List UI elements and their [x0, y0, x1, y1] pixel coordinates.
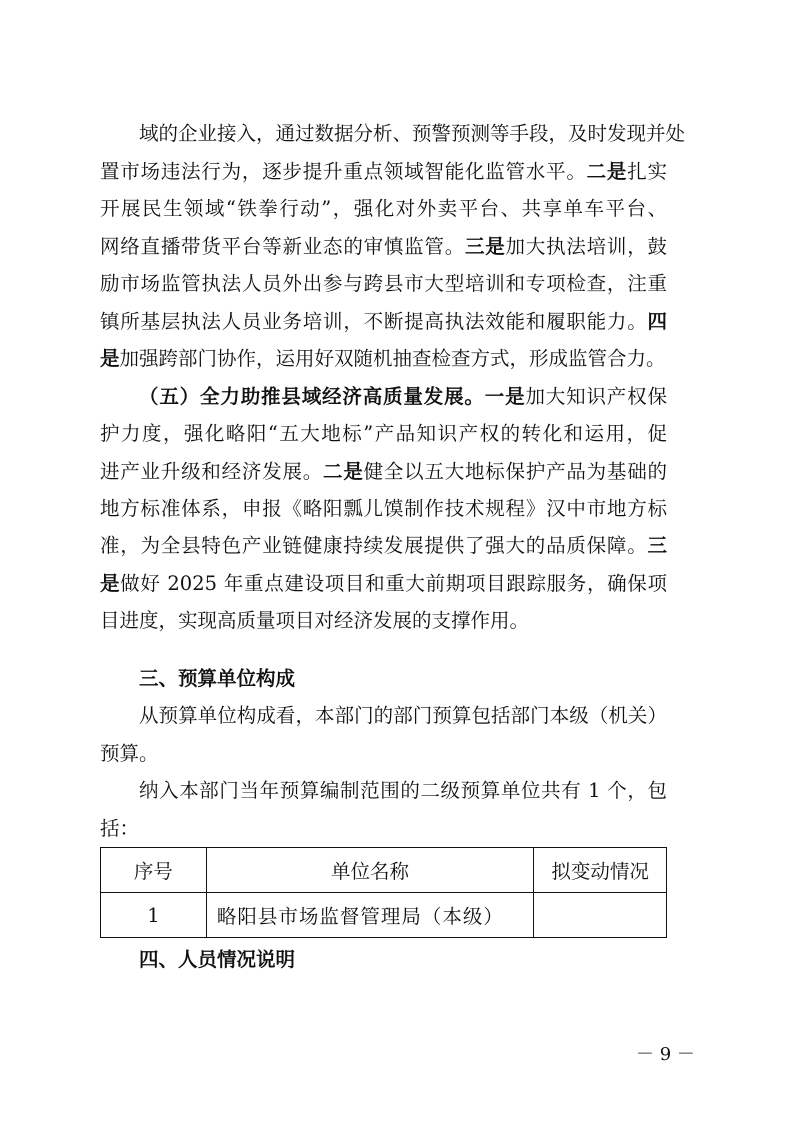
- section-heading-personnel: 四、人员情况说明: [139, 948, 296, 971]
- header-change: 拟变动情况: [534, 848, 667, 893]
- text-segment: 护力度，强化略阳“五大地标”产品知识产权的转化和运用，促: [100, 422, 667, 445]
- text-line: [100, 816, 667, 842]
- text-segment: 加大执法培训，鼓: [505, 235, 667, 258]
- text-segment: 网络直播带货平台等新业态的审慎监管。: [100, 235, 465, 258]
- budget-unit-table: [100, 847, 667, 938]
- text-segment: 二是: [323, 460, 364, 483]
- text-line: [100, 459, 667, 485]
- text-segment: 进产业升级和经济发展。: [100, 460, 324, 483]
- text-segment: 是: [100, 572, 121, 595]
- text-line: [100, 234, 667, 260]
- text-segment: 置市场违法行为，逐步提升重点领域智能化监管水平。: [100, 160, 587, 183]
- text-segment: 加大知识产权保: [525, 385, 667, 408]
- text-line: [100, 159, 667, 185]
- text-line: [139, 666, 667, 692]
- text-line: [100, 421, 667, 447]
- table-row: [101, 893, 667, 938]
- cell-change: [534, 893, 667, 938]
- text-segment: 健全以五大地标保护产品为基础的: [363, 460, 667, 483]
- text-line: [139, 703, 667, 729]
- text-line: [100, 741, 667, 767]
- text-segment: 准，为全县特色产业链健康持续发展提供了强大的品质保障。: [100, 534, 648, 557]
- text-segment: 加强跨部门协作，运用好双随机抽查检查方式，形成监管合力。: [119, 347, 666, 370]
- text-line: [100, 196, 667, 222]
- text-segment: 三是: [464, 235, 506, 258]
- text-segment: 扎实: [627, 160, 667, 183]
- text-segment: 预算。: [100, 742, 159, 765]
- text-line: [100, 608, 667, 634]
- cell-unit-name: 略阳县市场监督管理局（本级）: [206, 893, 533, 938]
- header-index: 序号: [101, 848, 207, 893]
- text-segment: 二是: [586, 160, 628, 183]
- text-segment: 四: [647, 310, 667, 333]
- text-line: [139, 384, 667, 410]
- text-segment: 地方标准体系，申报《略阳瓢儿馍制作技术规程》汉中市地方标: [100, 497, 667, 520]
- text-segment: 三、预算单位构成: [139, 667, 296, 690]
- text-segment: 是: [100, 347, 120, 370]
- text-segment: 括：: [100, 817, 140, 840]
- text-line: [139, 121, 686, 147]
- text-line: [100, 271, 667, 297]
- text-line: [100, 496, 667, 522]
- text-line: [139, 778, 667, 804]
- text-segment: 一是: [484, 385, 526, 408]
- text-segment: 从预算单位构成看，本部门的部门预算包括部门本级（机关）: [139, 704, 667, 727]
- text-segment: 纳入本部门当年预算编制范围的二级预算单位共有 1 个，包: [139, 779, 667, 802]
- text-segment: 做好 2025 年重点建设项目和重大前期项目跟踪服务，确保项: [120, 572, 667, 595]
- header-unit-name: 单位名称: [206, 848, 533, 893]
- text-segment: （五）全力助推县域经济高质量发展。: [139, 385, 485, 408]
- text-line: [100, 533, 667, 559]
- text-line: [100, 346, 667, 372]
- text-segment: 域的企业接入，通过数据分析、预警预测等手段，及时发现并处: [139, 122, 686, 145]
- page-number: － 9 －: [636, 1044, 695, 1065]
- text-segment: 三: [647, 534, 667, 557]
- text-segment: 励市场监管执法人员外出参与跨县市大型培训和专项检查，注重: [100, 272, 667, 295]
- text-segment: 目进度，实现高质量项目对经济发展的支撑作用。: [100, 609, 530, 632]
- cell-index: 1: [101, 893, 207, 938]
- text-line: [100, 571, 667, 597]
- text-segment: 镇所基层执法人员业务培训，不断提高执法效能和履职能力。: [100, 310, 648, 333]
- table-header-row: [101, 848, 667, 893]
- text-segment: 开展民生领域“铁拳行动”，强化对外卖平台、共享单车平台、: [100, 197, 667, 220]
- text-line: [100, 309, 667, 335]
